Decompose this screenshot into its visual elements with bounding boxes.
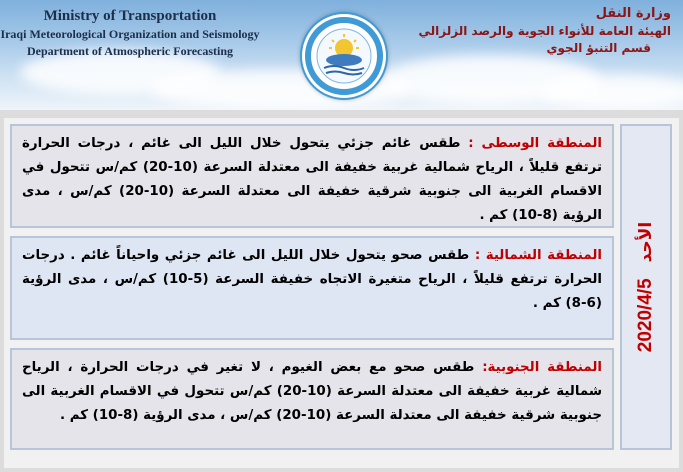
- header-english: [0, 8, 260, 59]
- forecast-day: الأحد: [636, 221, 656, 263]
- forecast-date: 2020/4/5: [635, 278, 656, 353]
- organization-name-en: Iraqi Meteorological Organization and Seismology: [0, 27, 260, 41]
- ministry-name-ar: وزارة النقل: [595, 6, 671, 21]
- page-header: [0, 0, 683, 110]
- forecast-bulletin: [4, 118, 679, 468]
- header-arabic: [411, 6, 671, 55]
- region-label: المنطقة الجنوبية:: [482, 360, 602, 375]
- ministry-name-en: Ministry of Transportation: [43, 8, 217, 24]
- region-forecast-text: طقس صحو يتحول خلال الليل الى غائم جزئي واحياناً غائم . درجات الحرارة ترتفع قليلاً ، الرياح متغيرة الاتجاه خفيفة السرعة (5-10) كم/س ، مدى الرؤية (6-8) كم .: [22, 248, 602, 311]
- region-label: المنطقة الوسطى :: [468, 136, 602, 151]
- forecast-date-label: [635, 222, 657, 352]
- organization-name-ar: الهيئة العامة للأنواء الجوية والرصد الزلزالي: [418, 24, 671, 38]
- forecast-north-region: [10, 236, 614, 340]
- department-name-ar: قسم التنبؤ الجوي: [546, 41, 651, 55]
- forecast-south-region: [10, 348, 614, 450]
- region-label: المنطقة الشمالية :: [474, 248, 602, 263]
- date-sidebar: [620, 124, 672, 450]
- department-name-en: Department of Atmospheric Forecasting: [26, 44, 234, 58]
- forecast-middle-region: [10, 124, 614, 228]
- region-forecast-text: طقس صحو مع بعض الغيوم ، لا تغير في درجات الحرارة ، الرياح شمالية غربية خفيفة الى معتدلة السرعة (10-20) كم/س تتحول في الاقسام الغربية الى جنوبية شرقية خفيفة الى معتدلة السرعة (10-20) كم/س ، مدى الرؤية (8-10) كم .: [22, 360, 602, 423]
- meteorology-logo-icon: [300, 12, 388, 100]
- region-forecast-text: طقس غائم جزئي يتحول خلال الليل الى غائم ، درجات الحرارة ترتفع قليلاً ، الرياح شمالية غربية خفيفة الى معتدلة السرعة (10-20) كم/س تتحول في الاقسام الغربية الى جنوبية شرقية خفيفة الى معتدلة السرعة (10-20) كم/س ، مدى الرؤية (8-10) كم .: [22, 136, 602, 223]
